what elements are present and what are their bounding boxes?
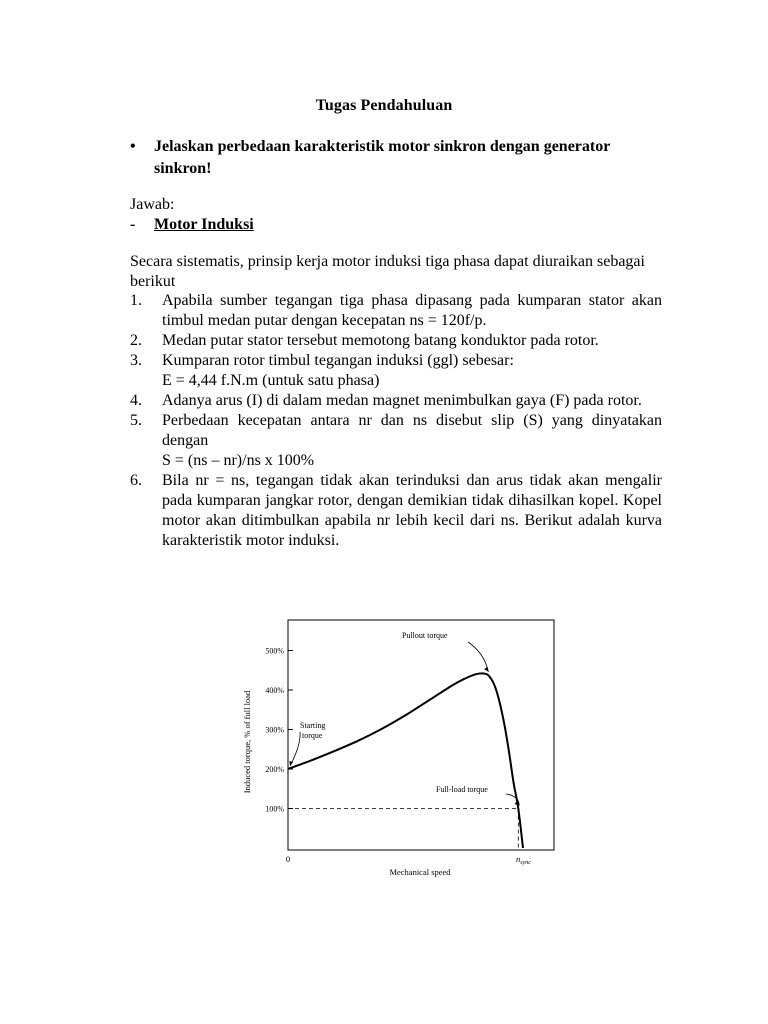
question-bullet-item [130, 136, 670, 180]
list-item [130, 411, 662, 471]
torque-speed-figure [236, 612, 566, 887]
list-item [130, 291, 662, 331]
starting-arrow-head [289, 761, 293, 766]
pullout-arrow [468, 642, 488, 672]
list-item-text: Adanya arus (I) di dalam medan magnet menimbulkan gaya (F) pada rotor. [162, 392, 642, 409]
y-axis-label: Induced torque, % of full load [242, 690, 252, 794]
section-heading [130, 216, 254, 234]
list-number: 3. [130, 352, 142, 369]
pullout-arrow-head [484, 667, 488, 672]
y-tick-label: 200% [265, 765, 284, 774]
y-tick-label: 100% [265, 804, 284, 814]
page-title: Tugas Pendahuluan [315, 97, 453, 114]
answer-label: Jawab: [130, 196, 175, 213]
y-tick-label: 300% [265, 725, 284, 735]
torque-curve [288, 673, 523, 848]
bullet-icon: • [130, 138, 136, 155]
list-item [130, 331, 662, 351]
formula-text: E = 4,44 f.N.m (untuk satu phasa) [162, 372, 380, 389]
numbered-list [130, 291, 662, 551]
list-number: 5. [130, 412, 142, 429]
list-item-text: Apabila sumber tegangan tiga phasa dipasang pada kumparan stator akan timbul medan putar dengan kecepatan ns = 120f/p. [162, 292, 662, 329]
x-tick-label-nsync [516, 854, 531, 866]
list-item [130, 391, 662, 411]
annotation-starting-1: Starting [300, 721, 326, 730]
y-tick-label: 500% [265, 646, 284, 656]
nsync-main: n [516, 854, 521, 864]
x-axis-label: Mechanical speed [389, 867, 451, 877]
section-dash: - [130, 216, 136, 233]
formula-text: S = (ns – nr)/ns x 100% [162, 452, 315, 469]
starting-arrow [290, 732, 300, 766]
list-item [130, 351, 662, 391]
nsync-sub: sync [520, 860, 531, 866]
question-text: Jelaskan perbedaan karakteristik motor sinkron dengan generator sinkron! [154, 138, 611, 177]
section-title: Motor Induksi [154, 216, 254, 233]
list-item-text: Kumparan rotor timbul tegangan induksi (ggl) sebesar: [162, 352, 514, 369]
annotation-full-load: Full-load torque [436, 785, 488, 794]
list-number: 1. [130, 292, 142, 309]
list-item-text: Perbedaan kecepatan antara nr dan ns disebut slip (S) yang dinyatakan dengan [162, 412, 662, 449]
list-item [130, 471, 662, 551]
list-number: 2. [130, 332, 142, 349]
plot-frame [288, 620, 554, 850]
annotation-pullout: Pullout torque [402, 631, 448, 640]
y-tick-label: 400% [265, 686, 284, 695]
torque-speed-chart [236, 612, 566, 887]
intro-paragraph: Secara sistematis, prinsip kerja motor induksi tiga phasa dapat diuraikan sebagai berikut [130, 253, 645, 290]
x-tick-label-origin: 0 [285, 854, 291, 864]
annotation-starting-2: torque [302, 731, 323, 740]
list-number: 4. [130, 392, 142, 409]
list-item-text: Bila nr = ns, tegangan tidak akan terinduksi dan arus tidak akan mengalir pada kumparan jangkar rotor, dengan demikian tidak dihasilkan kopel. Kopel motor akan ditimbulkan apabila nr lebih kecil dari ns. Berikut adalah kurva karakteristik motor induksi. [162, 472, 662, 549]
list-item-text: Medan putar stator tersebut memotong batang konduktor pada rotor. [162, 332, 599, 349]
list-number: 6. [130, 472, 142, 489]
